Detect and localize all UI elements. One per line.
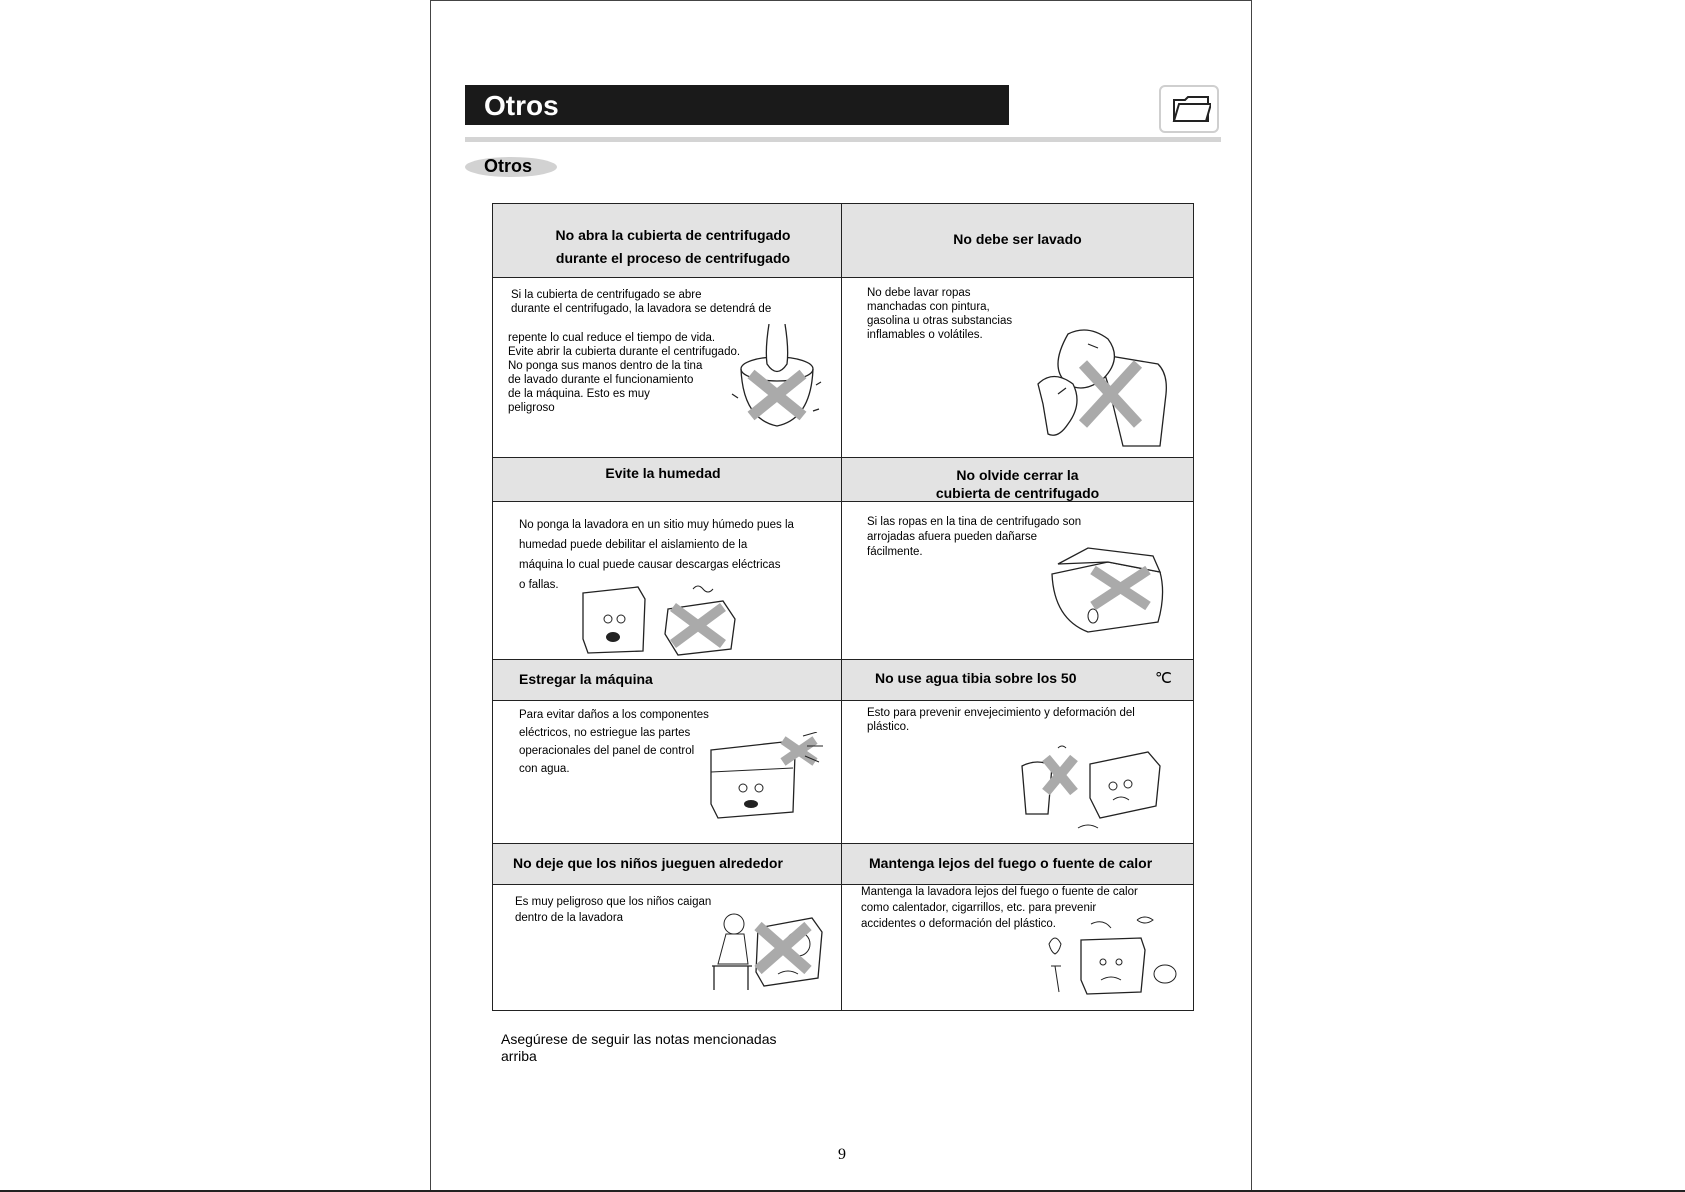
title-divider xyxy=(465,137,1221,142)
celsius-unit: ℃ xyxy=(1155,671,1172,687)
precautions-table xyxy=(492,203,1194,1011)
cell-text: Si la cubierta de centrifugado se abre durante el centrifugado, la lavadora se detendrá de xyxy=(511,289,772,315)
cell-text: Para evitar daños a los componentes eléctricos, no estriegue las partes operacionales del panel de control con agua. xyxy=(519,709,709,775)
damp-washer-crossed-icon xyxy=(563,579,743,659)
cell-heading: No use agua tibia sobre los 50 xyxy=(875,670,1077,686)
cell-text: Mantenga la lavadora lejos del fuego o fuente de calor como calentador, cigarrillos, etc. para prevenir accidentes o deformación del plástico. xyxy=(861,886,1138,930)
fire-heat-washer-icon xyxy=(1041,914,1181,999)
page-title: Otros xyxy=(465,85,1009,125)
folder-icon xyxy=(1159,85,1219,133)
cell-heading: Mantenga lejos del fuego o fuente de calor xyxy=(869,855,1153,871)
cell-text: repente lo cual reduce el tiempo de vida. Evite abrir la cubierta durante el centrifugado. No ponga sus manos dentro de la tina de lavado durante el funcionamiento de la máquina. Esto es muy peligroso xyxy=(508,332,741,414)
cell-heading: Evite la humedad xyxy=(605,465,721,481)
cell-heading: No abra la cubierta de centrifugado durante el proceso de centrifugado xyxy=(555,227,791,266)
paint-clothes-washer-crossed-icon xyxy=(1028,324,1178,449)
column-divider xyxy=(841,204,842,1010)
cell-heading: No deje que los niños jueguen alrededor xyxy=(513,855,783,871)
cell-text: Esto para prevenir envejecimiento y deformación del plástico. xyxy=(867,707,1135,733)
open-lid-washer-crossed-icon xyxy=(1048,544,1168,639)
cell-heading: No olvide cerrar la cubierta de centrifugado xyxy=(935,467,1100,501)
manual-page xyxy=(430,0,1252,1190)
cell-text: Es muy peligroso que los niños caigan dentro de la lavadora xyxy=(515,896,712,924)
hot-water-crossed-icon xyxy=(1018,744,1168,839)
cell-heading: No debe ser lavado xyxy=(953,231,1082,247)
page-number: 9 xyxy=(838,1146,846,1163)
section-subtitle: Otros xyxy=(484,156,533,176)
cell-heading: Estregar la máquina xyxy=(519,671,653,687)
hand-in-tub-crossed-icon xyxy=(729,324,829,439)
cell-text: No debe lavar ropas manchadas con pintura, gasolina u otras substancias inflamables o volátiles. xyxy=(867,287,1013,341)
scrub-panel-crossed-icon xyxy=(703,732,833,824)
child-climbing-crossed-icon xyxy=(708,904,828,999)
footer-note: Asegúrese de seguir las notas mencionadas arriba xyxy=(501,1031,777,1064)
cell-text: Si las ropas en la tina de centrifugado son arrojadas afuera pueden dañarse fácilmente. xyxy=(867,516,1082,558)
cell-text: No ponga la lavadora en un sitio muy húmedo pues la humedad puede debilitar el aislamiento de la máquina lo cual puede causar descargas eléctricas o fallas. xyxy=(519,519,794,591)
